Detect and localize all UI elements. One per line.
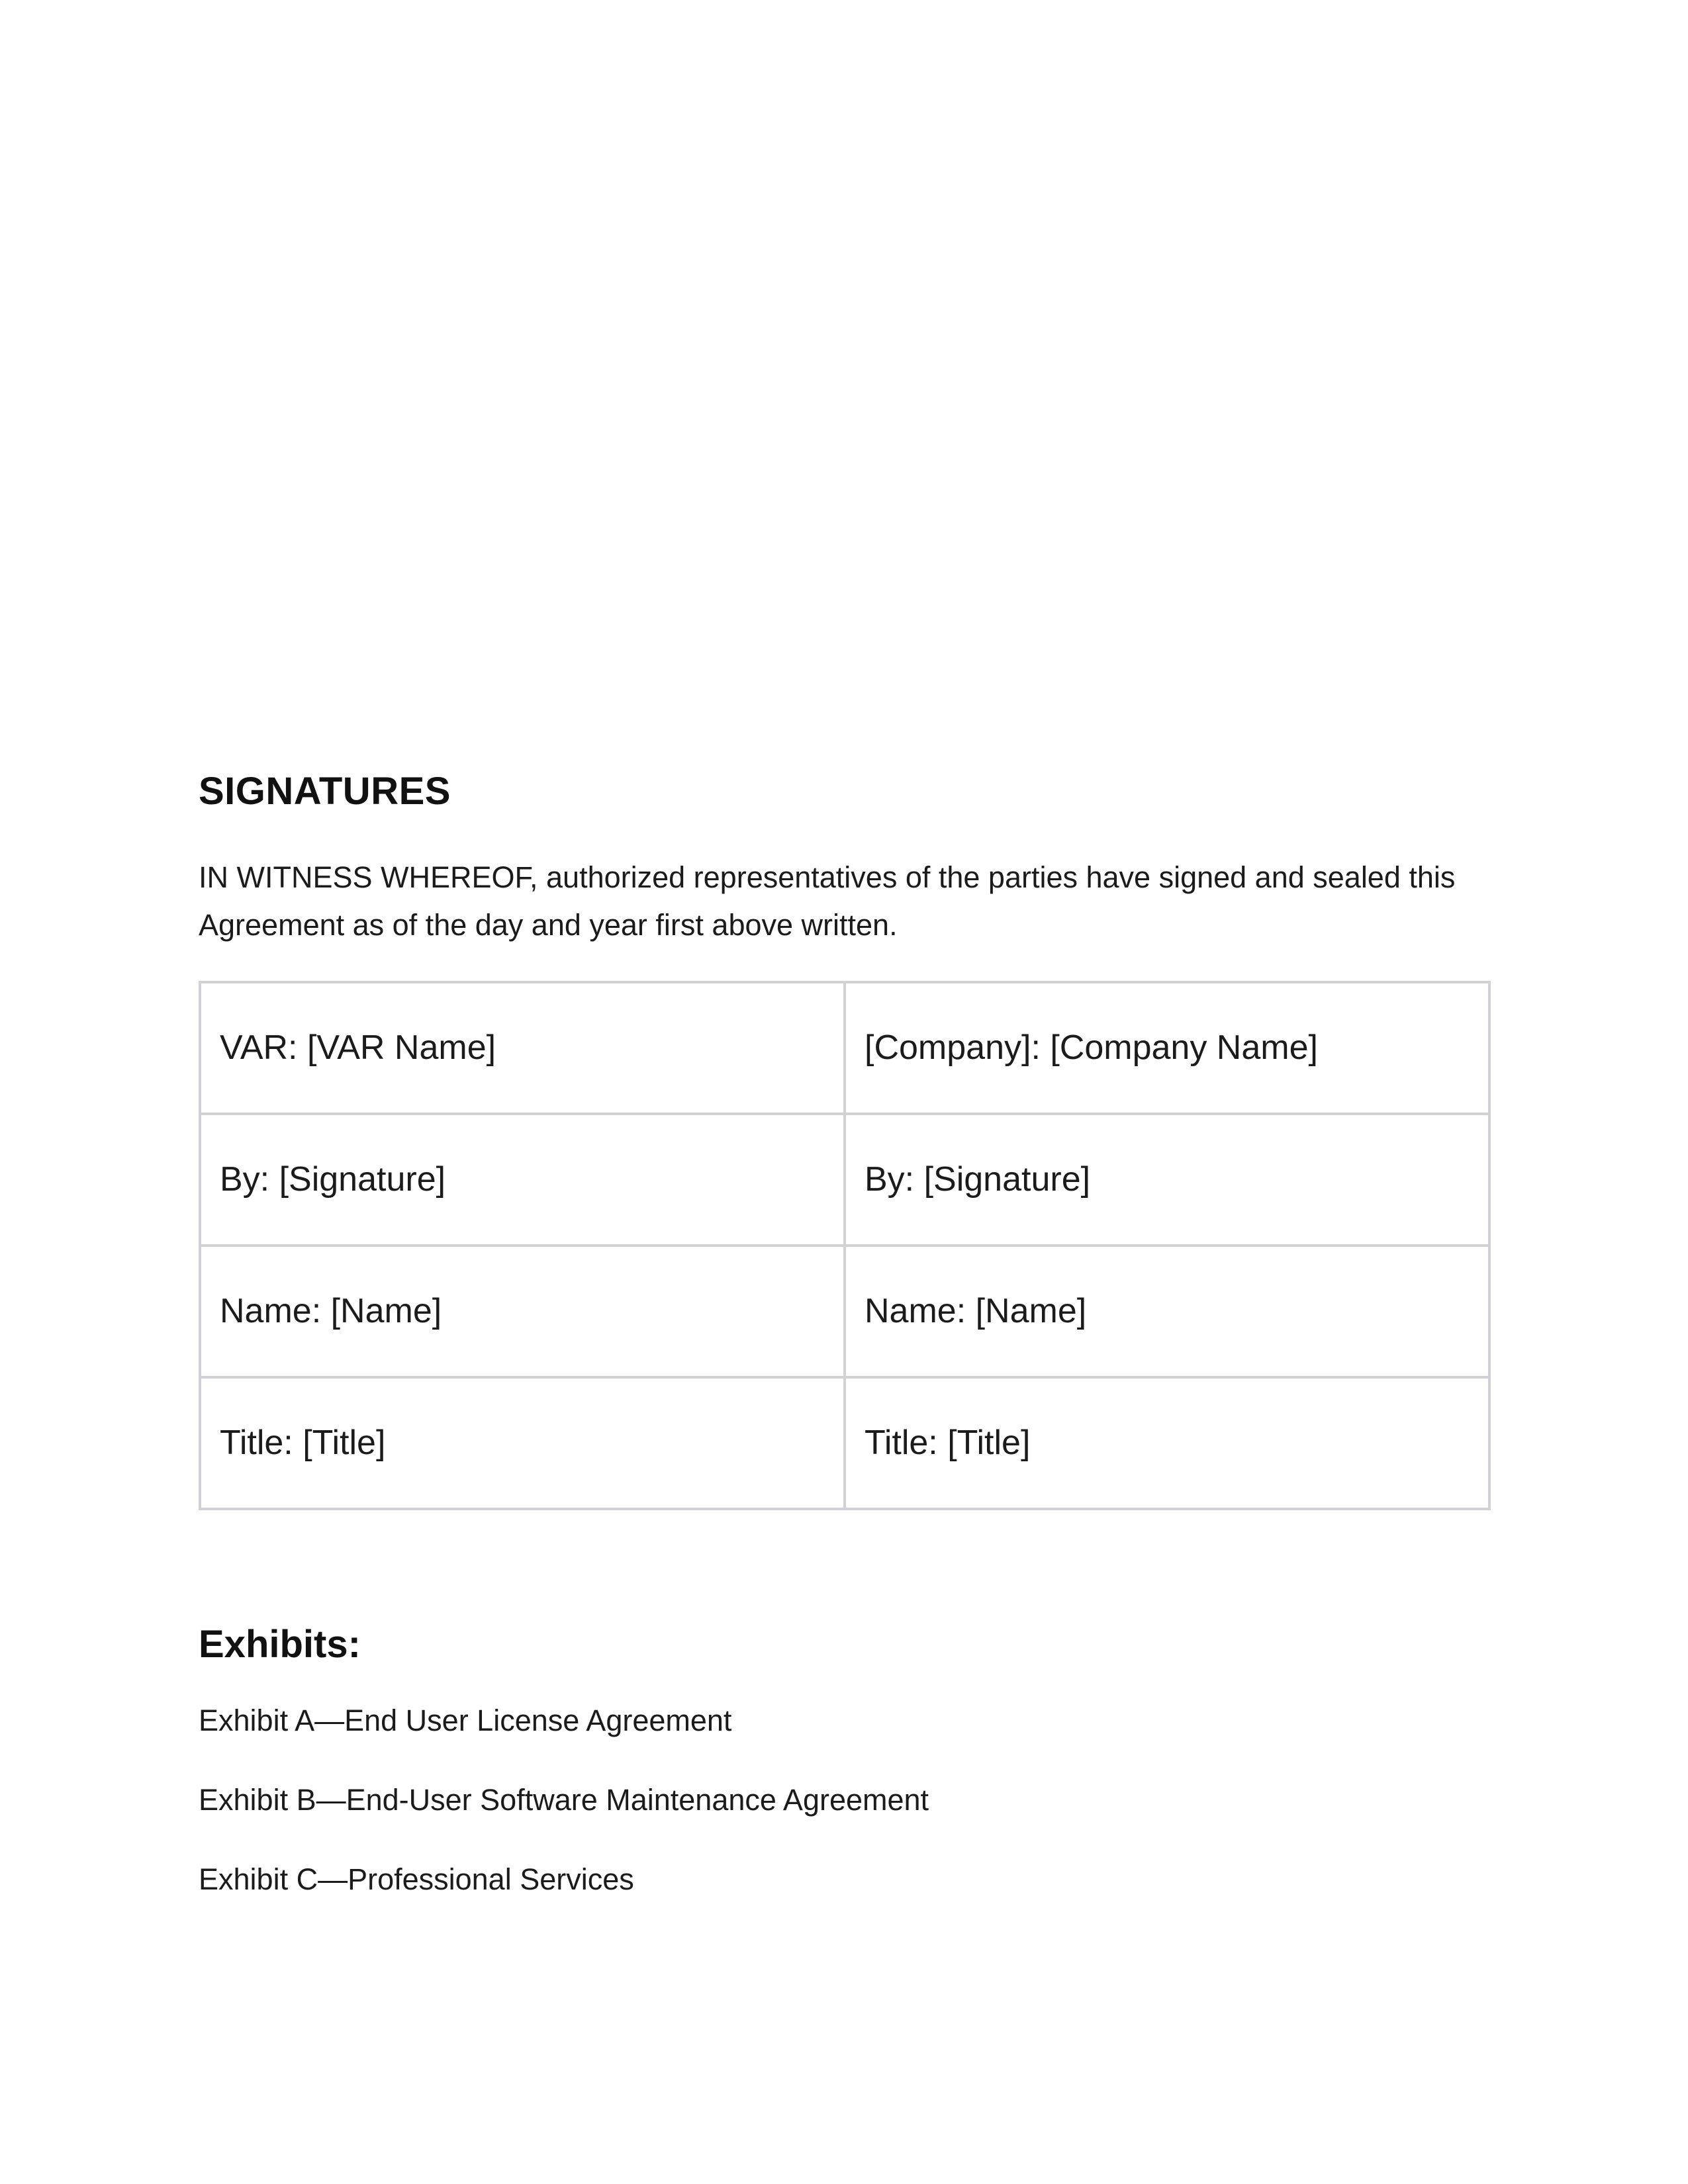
exhibit-item-a: Exhibit A—End User License Agreement bbox=[199, 1704, 732, 1738]
var-title-cell: Title: [Title] bbox=[200, 1377, 845, 1509]
var-name-cell: VAR: [VAR Name] bbox=[200, 982, 845, 1114]
exhibit-item-b: Exhibit B—End-User Software Maintenance Agreement bbox=[199, 1783, 929, 1817]
var-signature-cell: By: [Signature] bbox=[200, 1114, 845, 1246]
witness-whereof-paragraph: IN WITNESS WHEREOF, authorized representatives of the parties have signed and sealed this Agreement as of the day and year first above written. bbox=[199, 860, 1456, 942]
company-printed-name-cell: Name: [Name] bbox=[845, 1246, 1489, 1377]
var-printed-name-cell: Name: [Name] bbox=[200, 1246, 845, 1377]
signature-table bbox=[199, 981, 1491, 1510]
company-title-cell: Title: [Title] bbox=[845, 1377, 1489, 1509]
signature-table-row-by bbox=[200, 1114, 1489, 1246]
signature-table-row-title bbox=[200, 1377, 1489, 1509]
signatures-heading: SIGNATURES bbox=[199, 770, 451, 813]
exhibits-heading: Exhibits: bbox=[199, 1622, 361, 1666]
company-name-cell: [Company]: [Company Name] bbox=[845, 982, 1489, 1114]
signature-table-row-parties bbox=[200, 982, 1489, 1114]
signature-table-row-name bbox=[200, 1246, 1489, 1377]
company-signature-cell: By: [Signature] bbox=[845, 1114, 1489, 1246]
exhibit-item-c: Exhibit C—Professional Services bbox=[199, 1862, 634, 1897]
